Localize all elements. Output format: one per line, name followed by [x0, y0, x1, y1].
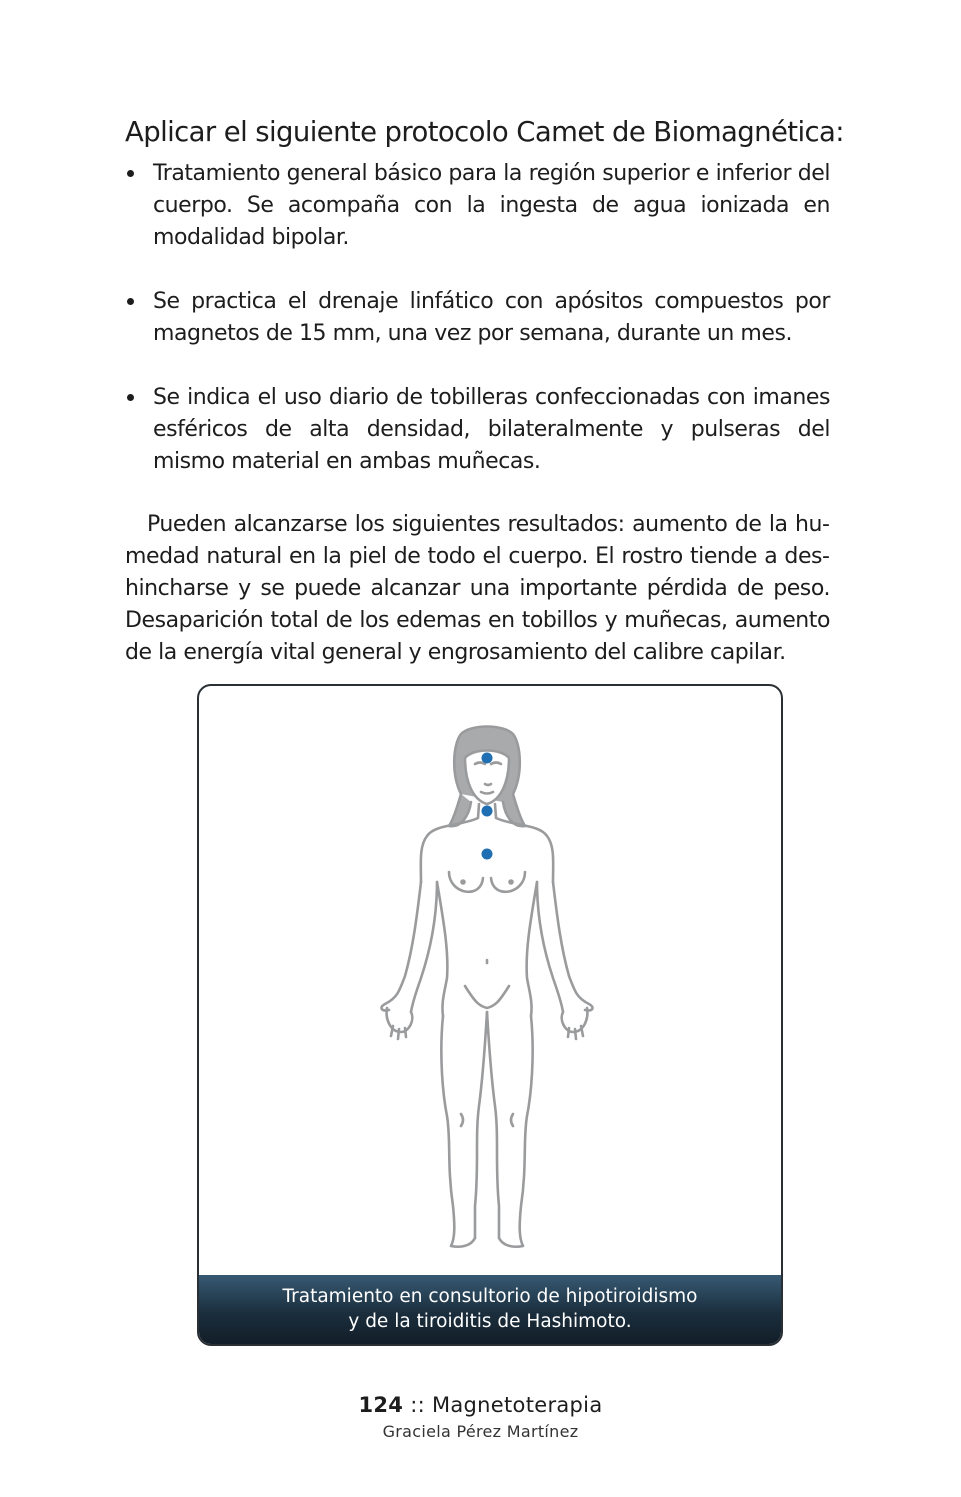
sternum-point: [482, 849, 493, 860]
bullet-icon: [127, 170, 134, 177]
list-item: [125, 286, 830, 350]
author-name: Graciela Pérez Martínez: [382, 1422, 579, 1441]
figure-caption: [199, 1275, 781, 1344]
list-item: [125, 382, 830, 478]
list-item-text: Se indica el uso diario de tobilleras confeccionadas con imanes esféricos de alta densidad, bilateralmente y pulseras del mismo material en ambas muñecas.: [153, 385, 830, 474]
neck-point: [482, 806, 493, 817]
results-paragraph: Pueden alcanzarse los siguientes resultados: aumento de la humedad natural en la piel de todo el cuerpo. El rostro tiende a deshincharse y se puede alcanzar una importante pérdida de peso. Desaparición total de los edemas en tobillos y muñecas, aumento de la energía vital general y engrosamiento del calibre capilar.: [125, 512, 830, 665]
page-number: 124: [358, 1393, 404, 1417]
bullet-icon: [127, 394, 134, 401]
forehead-point: [482, 753, 493, 764]
book-title: Magnetoterapia: [431, 1393, 603, 1417]
caption-line-1: Tratamiento en consultorio de hipotiroidismo: [282, 1286, 698, 1307]
protocol-list: [125, 158, 830, 510]
page-footer: [0, 1392, 961, 1418]
footer-separator: ::: [410, 1393, 425, 1417]
list-item-text: Tratamiento general básico para la región superior e inferior del cuerpo. Se acompaña con la ingesta de agua ionizada en modalidad bipolar.: [153, 161, 830, 250]
body-figure: [197, 684, 783, 1346]
bullet-icon: [127, 298, 134, 305]
list-item-text: Se practica el drenaje linfático con apósitos compuestos por magnetos de 15 mm, una vez por semana, durante un mes.: [153, 289, 830, 346]
list-item: [125, 158, 830, 254]
section-heading: Aplicar el siguiente protocolo Camet de Biomagnética:: [125, 116, 844, 148]
female-body-illustration: [199, 686, 781, 1286]
caption-line-2: y de la tiroiditis de Hashimoto.: [348, 1311, 632, 1332]
